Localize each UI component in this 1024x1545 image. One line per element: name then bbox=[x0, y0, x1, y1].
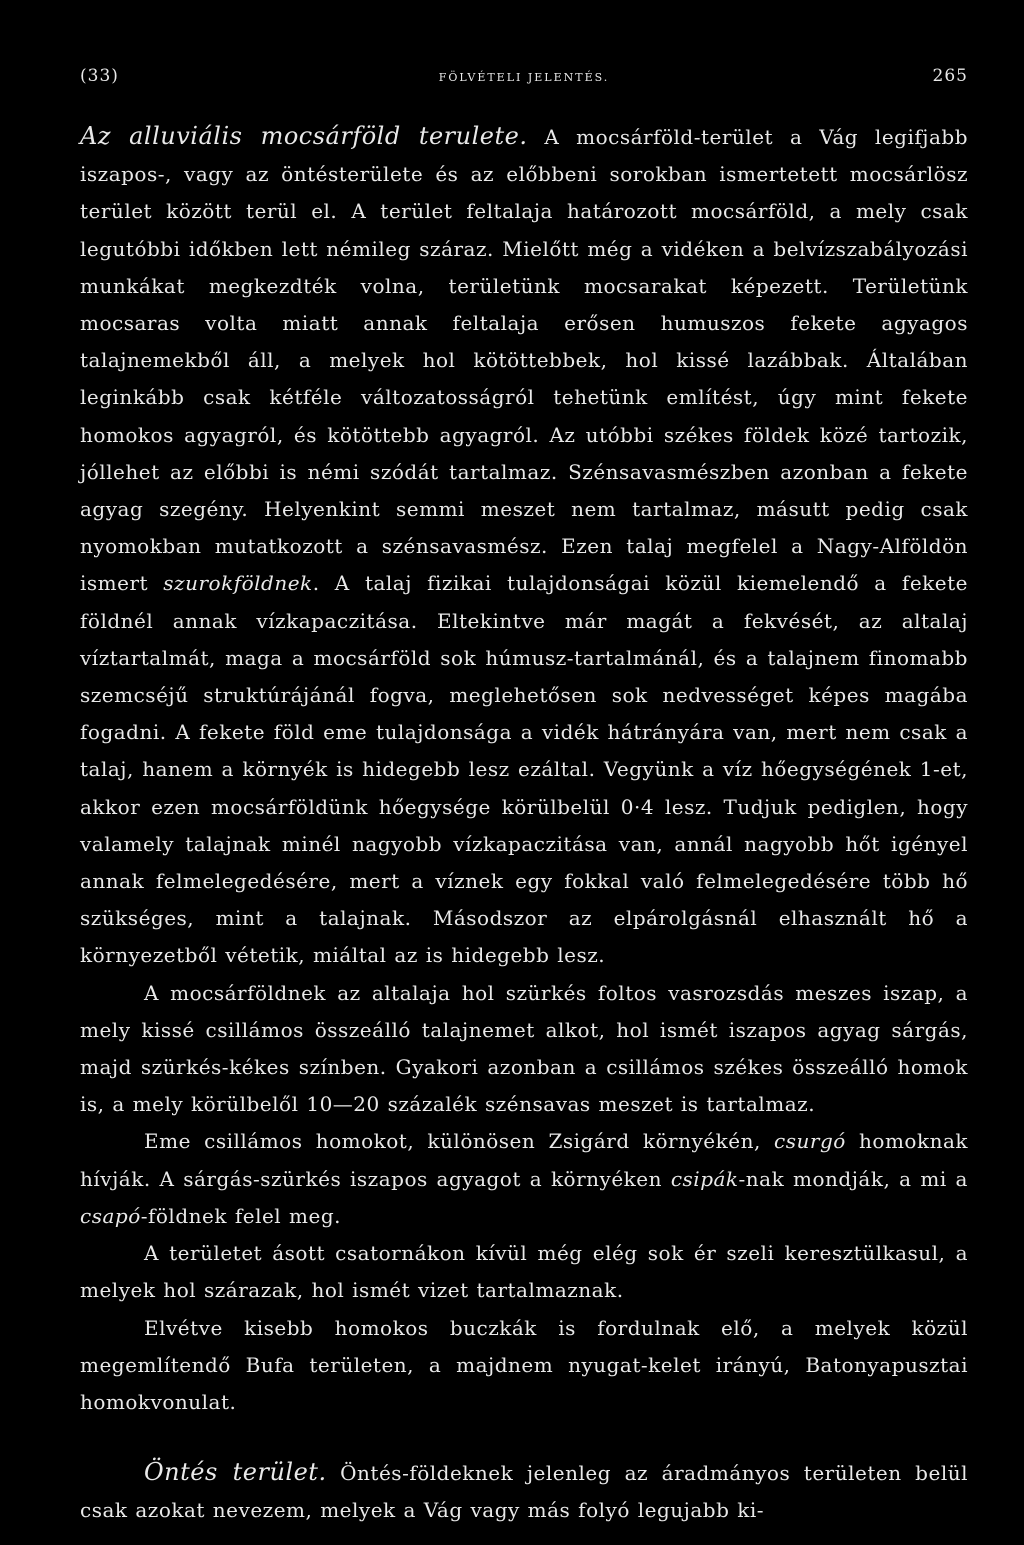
term-italic: csurgó bbox=[774, 1129, 846, 1154]
paragraph-subsoil: A mocsárföldnek az altalaja hol szürkés foltos vasrozsdás meszes iszap, a mely kissé csillámos összeálló talajnemet alkot, hol ismét iszapos agyag sárgás, majd szürkés-kékes színben. Gyakori azonban a csillámos székes összeálló homok is, a mely körülbelől 10—20 százalék szénsavas meszet is tartalmaz. bbox=[80, 980, 968, 1117]
paragraph-text: -földnek felel meg. bbox=[140, 1203, 342, 1228]
paragraph-canals: A területet ásott csatornákon kívül még elég sok ér szeli keresztülkasul, a melyek hol szárazak, hol ismét vizet tartalmaznak. bbox=[80, 1241, 968, 1303]
section-heading: Az alluviális mocsárföld terulete. bbox=[80, 122, 528, 150]
paragraph-text: Öntés-földeknek jelenleg az áradmányos területen belül csak azokat nevezem, melyek a Vág vagy más folyó legujabb ki- bbox=[80, 1461, 968, 1523]
running-title: FÖLVÉTELI JELENTÉS. bbox=[438, 71, 610, 84]
paragraph-text: homoknak hívják. A sárgás-szürkés iszapos agyagot a környéken bbox=[80, 1129, 968, 1191]
paragraph-text: A mocsárföld-terület a Vág legifjabb iszapos-, vagy az öntésterülete és az előbbeni sorokban ismertetett mocsárlösz terület között terül el. A terület feltalaja határozott mocsárföld, a mely csak legutóbbi időkben lett némileg száraz. Mielőtt még a vidéken a belvízszabályozási munkákat megkezdték volna, területünk mocsarakat képezett. Területünk mocsaras volta miatt annak feltalaja erősen humuszos fekete agyagos talajnemekből áll, a melyek hol kötöttebbek, hol kissé lazábbak. Általában leginkább csak kétféle változatosságról tehetünk említést, úgy mint fekete homokos agyagról, és kötöttebb agyagról. Az utóbbi székes földek közé tartozik, jóllehet az előbbi is némi szódát tartalmaz. Szénsavasmészben azonban a fekete agyag szegény. Helyenkint semmi meszet nem tartalmaz, másutt pedig csak nyomokban mutatkozott a szénsavasmész. Ezen talaj megfelel a Nagy-Alföldön ismert bbox=[80, 125, 968, 596]
page-number: 265 bbox=[932, 66, 968, 86]
term-italic: csipák bbox=[670, 1166, 739, 1191]
body-text bbox=[80, 118, 968, 1530]
running-header bbox=[80, 66, 968, 96]
paragraph-local-names bbox=[80, 1123, 968, 1235]
paragraph-alluvial-marsh bbox=[80, 118, 968, 975]
paragraph-sand-dunes: Elvétve kisebb homokos buczkák is fordulnak elő, a melyek közül megemlítendő Bufa területen, a majdnem nyugat-kelet irányú, Batonyapusztai homokvonulat. bbox=[80, 1315, 968, 1414]
paragraph-text: Eme csillámos homokot, különösen Zsigárd környékén, bbox=[144, 1129, 775, 1154]
term-italic: szurokföldnek bbox=[163, 571, 313, 596]
paragraph-text: . A talaj fizikai tulajdonságai közül kiemelendő a fekete földnél annak vízkapaczitása. Eltekintve már magát a fekvését, az altalaj víztartalmát, maga a mocsárföld sok húmusz-tartalmánál, és a talajnem finomabb szemcséjű struktúrájánál fogva, meglehetősen sok nedvességet képes magába fogadni. A fekete föld eme tulajdonsága a vidék hátrányára van, mert nem csak a talaj, hanem a környék is hidegebb lesz ezáltal. Vegyünk a víz hőegységének 1-et, akkor ezen mocsárföldünk hőegysége körülbelül 0·4 lesz. Tudjuk pediglen, hogy valamely talajnak minél nagyobb vízkapaczitása van, annál nagyobb hőt igényel annak felmelegedésére, mert a víznek egy fokkal való felmelegedésére több hő szükséges, mint a talajnak. Másodszor az elpárolgásnál elhasznált hő a környezetből vétetik, miáltal az is hidegebb lesz. bbox=[80, 571, 968, 968]
paragraph-flood-area bbox=[80, 1454, 968, 1529]
section-heading: Öntés terület. bbox=[144, 1458, 327, 1487]
section-number: (33) bbox=[80, 66, 119, 86]
term-italic: csapó bbox=[80, 1203, 141, 1228]
paragraph-text: -nak mondják, a mi a bbox=[738, 1166, 968, 1191]
